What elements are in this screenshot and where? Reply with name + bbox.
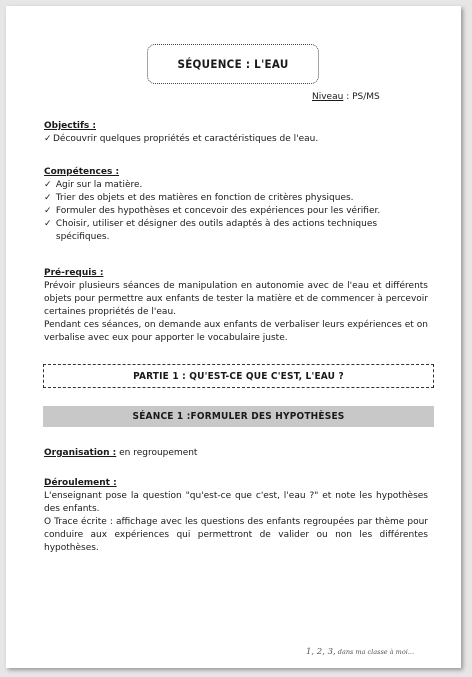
level-label: Niveau [312,92,344,102]
footer-signature [306,647,414,657]
checkmark-icon: ✓ [44,134,52,144]
checkmark-icon: ✓ [44,193,52,203]
checkmark-icon: ✓ [44,219,52,229]
organisation-heading: Organisation : [44,448,117,458]
checkmark-icon: ✓ [44,180,52,190]
partie-title: PARTIE 1 : QU'EST-CE QUE C'EST, L'EAU ? [133,370,344,382]
organisation-section [44,447,428,460]
title-box [147,44,319,84]
competence-item [44,192,428,205]
objectif-item [44,133,428,146]
objectif-text: Découvrir quelques propriétés et caractéristiques de l'eau. [53,134,319,144]
prerequis-paragraph-2: Pendant ces séances, on demande aux enfants de verbaliser leurs expériences et on verbalise avec eux pour apporter le vocabulaire juste. [44,320,428,343]
page-title: SÉQUENCE : L'EAU [177,57,289,71]
competence-item [44,205,428,218]
deroulement-paragraph-1: L'enseignant pose la question "qu'est-ce que c'est, l'eau ?" et note les hypothèses des enfants. [44,491,428,514]
competence-item [44,179,428,192]
checkmark-icon: ✓ [44,206,52,216]
deroulement-section [44,477,428,555]
objectifs-section [44,120,428,146]
competence-text: Trier des objets et des matières en fonction de critères physiques. [55,193,354,203]
level-line [312,92,380,102]
prerequis-section [44,267,428,345]
competences-heading: Compétences : [44,167,120,177]
deroulement-heading: Déroulement : [44,478,117,488]
prerequis-heading: Pré-requis : [44,268,104,278]
partie-heading-box [43,364,434,388]
level-value: : PS/MS [343,92,380,102]
footer-small: dans ma classe à moi... [335,648,415,656]
document-page [6,6,461,668]
organisation-value: en regroupement [116,448,198,458]
competence-item [44,218,428,244]
objectifs-heading: Objectifs : [44,121,97,131]
prerequis-paragraph-1: Prévoir plusieurs séances de manipulation en autonomie avec de l'eau et différents objets pour permettre aux enfants de tester la matière et de commencer à percevoir certaines propriétés de l'eau. [44,281,428,317]
footer-main: 1, 2, 3, [306,647,336,657]
competence-text: Choisir, utiliser et désigner des outils adaptés à des actions techniques spécifiques. [55,219,378,242]
competence-text: Formuler des hypothèses et concevoir des expériences pour les vérifier. [55,206,381,216]
deroulement-paragraph-2: O Trace écrite : affichage avec les questions des enfants regroupées par thème pour conduire aux expériences qui permettront de valider ou non les différentes hypothèses. [44,517,428,553]
seance-title: SÉANCE 1 :FORMULER DES HYPOTHÈSES [132,411,345,422]
competences-section [44,166,428,244]
competence-text: Agir sur la matière. [55,180,143,190]
seance-heading-bar [43,406,434,427]
